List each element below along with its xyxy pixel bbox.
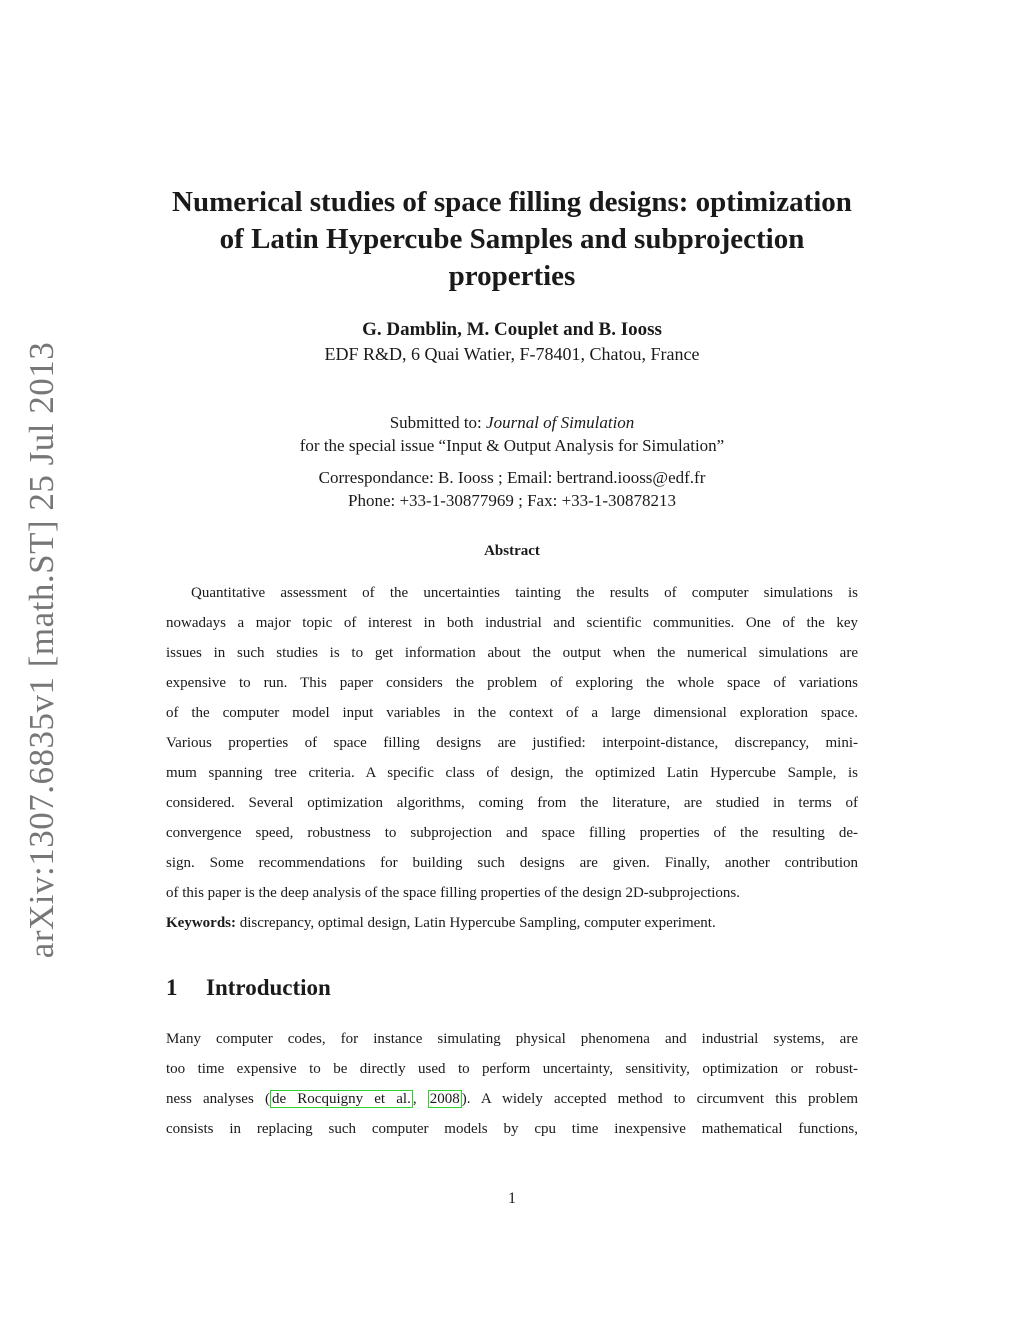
abstract-line: convergence speed, robustness to subprojection and space filling properties of the resulting de-	[166, 825, 858, 841]
paper-title	[100, 184, 924, 295]
title-line: properties	[448, 260, 576, 292]
title-line: of Latin Hypercube Samples and subprojection	[219, 223, 805, 255]
page-number: 1	[508, 1190, 516, 1207]
special-issue-note: for the special issue “Input & Output Analysis for Simulation”	[299, 436, 725, 455]
intro-text-segment: ). A widely accepted method to circumvent this problem	[461, 1091, 859, 1107]
section-number: 1	[166, 975, 178, 1000]
intro-line: Many computer codes, for instance simulating physical phenomena and industrial systems, are	[166, 1031, 858, 1047]
arxiv-identifier-stamp: arXiv:1307.6835v1 [math.ST] 25 Jul 2013	[22, 341, 61, 959]
section-heading-introduction	[166, 973, 331, 1003]
author-list: G. Damblin, M. Couplet and B. Iooss	[362, 319, 662, 340]
abstract-line: Various properties of space filling designs are justified: interpoint-distance, discrepancy, mini-	[166, 735, 858, 751]
intro-line: consists in replacing such computer models by cpu time inexpensive mathematical functions,	[166, 1121, 858, 1137]
section-title: Introduction	[206, 975, 331, 1000]
correspondence-contact: Correspondance: B. Iooss ; Email: bertrand.iooss@edf.fr	[318, 468, 706, 487]
title-line: Numerical studies of space filling designs: optimization	[172, 186, 852, 218]
citation-link-year[interactable]: 2008	[429, 1091, 460, 1107]
abstract-line: of the computer model input variables in the context of a large dimensional exploration space.	[166, 705, 858, 721]
abstract-line: of this paper is the deep analysis of the space filling properties of the design 2D-subprojections.	[166, 885, 741, 901]
abstract-line: considered. Several optimization algorithms, coming from the literature, are studied in terms of	[166, 795, 858, 811]
abstract-line: issues in such studies is to get information about the output when the numerical simulations are	[166, 645, 858, 661]
intro-text-segment: ness analyses (	[166, 1091, 270, 1107]
keywords-label: Keywords:	[166, 915, 236, 931]
abstract-line: expensive to run. This paper considers the problem of exploring the whole space of variations	[166, 675, 858, 691]
journal-name: Journal of Simulation	[486, 413, 635, 432]
author-affiliation: EDF R&D, 6 Quai Watier, F-78401, Chatou, France	[324, 344, 700, 364]
keywords-text: discrepancy, optimal design, Latin Hypercube Sampling, computer experiment.	[236, 915, 716, 931]
introduction-body	[166, 1024, 858, 1144]
submission-note	[100, 411, 924, 434]
abstract-heading: Abstract	[484, 543, 540, 559]
citation-separator: ,	[412, 1091, 428, 1107]
abstract-line: mum spanning tree criteria. A specific class of design, the optimized Latin Hypercube Sample, is	[166, 765, 858, 781]
intro-line: too time expensive to be directly used to perform uncertainty, sensitivity, optimization or robust-	[166, 1061, 858, 1077]
citation-link-authors[interactable]: de Rocquigny et al.	[271, 1091, 411, 1107]
abstract-body	[166, 578, 858, 938]
submission-prefix: Submitted to:	[389, 413, 487, 432]
keywords-line	[166, 908, 858, 938]
abstract-line: Quantitative assessment of the uncertainties tainting the results of computer simulations is	[191, 585, 858, 601]
phone-fax-contact: Phone: +33-1-30877969 ; Fax: +33-1-30878213	[348, 491, 676, 510]
intro-line	[166, 1084, 858, 1114]
abstract-line: nowadays a major topic of interest in both industrial and scientific communities. One of the key	[166, 615, 858, 631]
abstract-line: sign. Some recommendations for building such designs are given. Finally, another contribution	[166, 855, 858, 871]
